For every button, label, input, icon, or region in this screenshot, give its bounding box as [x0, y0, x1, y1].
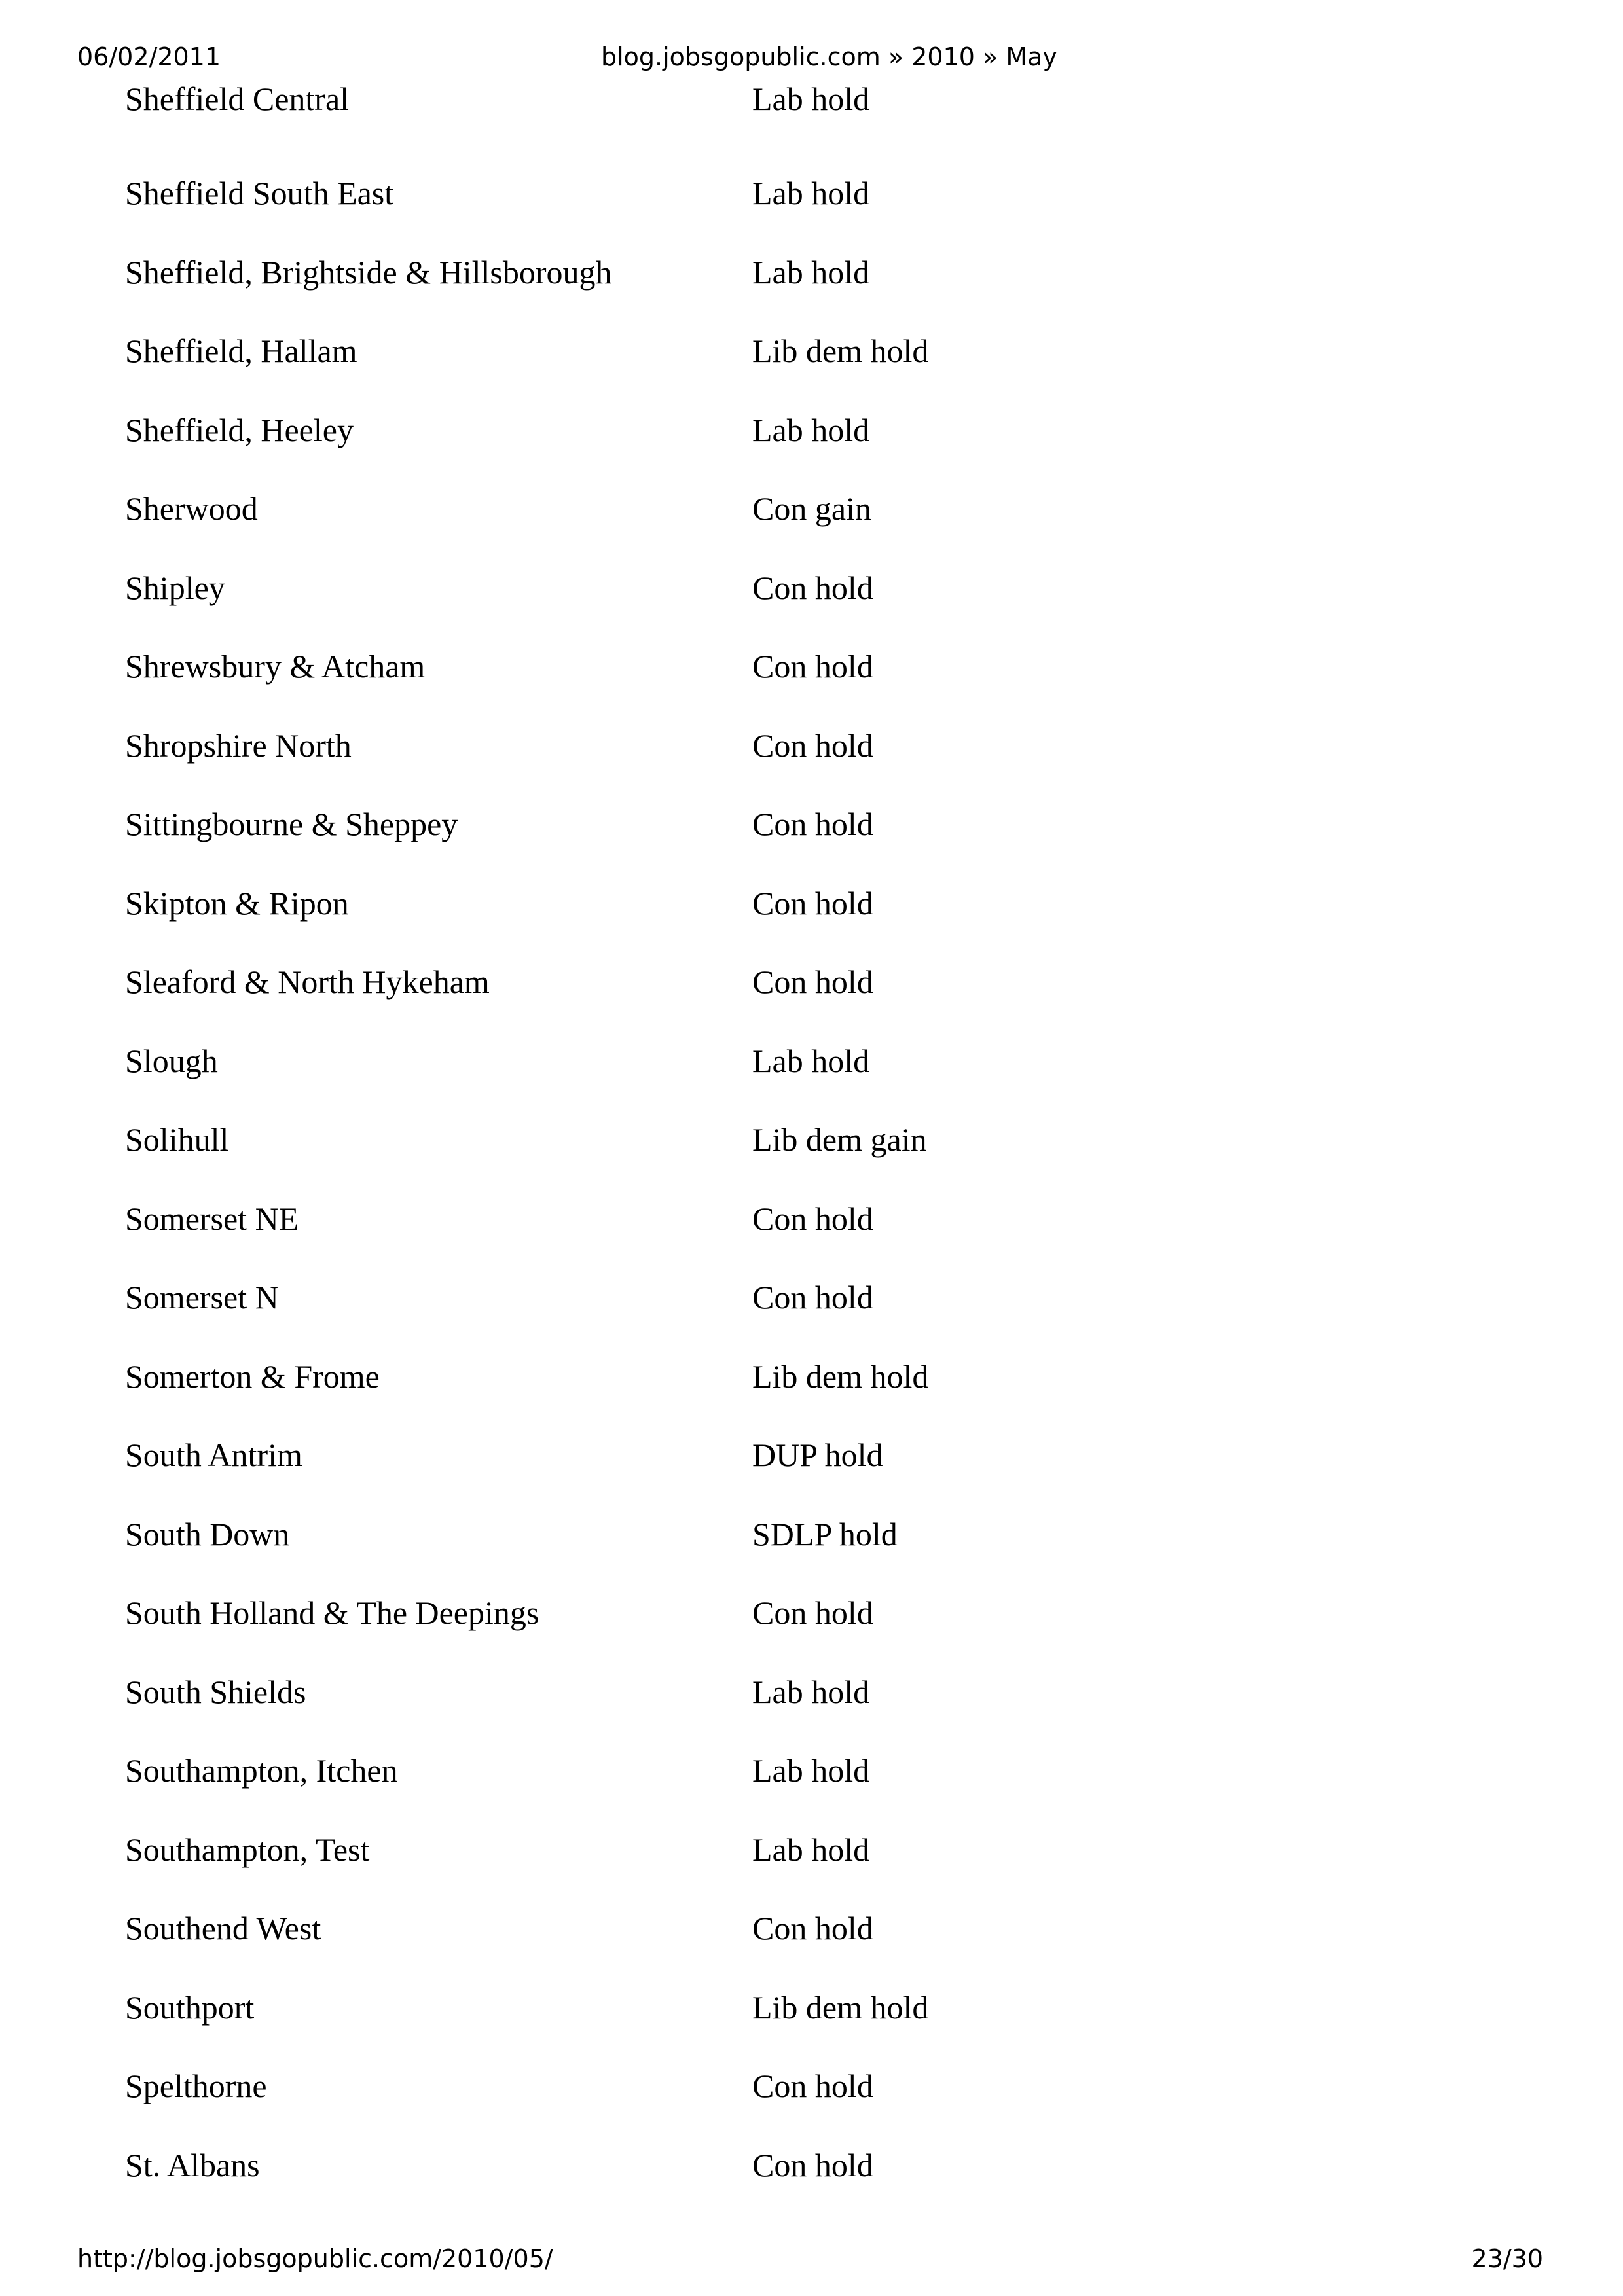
constituency-name: Sherwood [125, 490, 258, 527]
election-result: Con hold [752, 885, 873, 922]
election-result: Lib dem hold [752, 1358, 929, 1395]
election-result: Lib dem hold [752, 1989, 929, 2026]
election-result: Con hold [752, 2147, 873, 2183]
result-row [0, 1590, 1623, 1636]
constituency-name: Southampton, Test [125, 1831, 370, 1868]
constituency-name: Sheffield Central [125, 81, 350, 117]
constituency-name: Somerton & Frome [125, 1358, 380, 1395]
result-row [0, 328, 1623, 374]
result-row [0, 1117, 1623, 1162]
result-row [0, 76, 1623, 122]
constituency-name: Solihull [125, 1121, 229, 1158]
election-result: Lib dem gain [752, 1121, 927, 1158]
election-result: Lab hold [752, 412, 870, 448]
election-result: Con hold [752, 1594, 873, 1631]
print-date: 06/02/2011 [77, 43, 221, 71]
result-row [0, 1432, 1623, 1478]
result-row [0, 2142, 1623, 2188]
constituency-name: Southampton, Itchen [125, 1752, 398, 1789]
election-result: Con hold [752, 1910, 873, 1946]
result-row [0, 2063, 1623, 2109]
election-result: Con hold [752, 1279, 873, 1316]
print-footer-url: http://blog.jobsgopublic.com/2010/05/ [77, 2244, 553, 2273]
election-result: SDLP hold [752, 1516, 898, 1552]
election-result: Lab hold [752, 1043, 870, 1079]
result-row [0, 1196, 1623, 1242]
result-row [0, 880, 1623, 926]
constituency-name: St. Albans [125, 2147, 260, 2183]
result-row [0, 801, 1623, 847]
page-number: 23/30 [1471, 2244, 1543, 2273]
result-row [0, 1038, 1623, 1084]
election-result: Con hold [752, 1200, 873, 1237]
election-result: Con hold [752, 569, 873, 606]
election-result: Lib dem hold [752, 332, 929, 369]
constituency-name: Southport [125, 1989, 255, 2026]
result-row [0, 249, 1623, 295]
result-row [0, 1748, 1623, 1793]
result-row [0, 486, 1623, 531]
constituency-name: Sheffield, Heeley [125, 412, 354, 448]
constituency-name: Spelthorne [125, 2068, 267, 2104]
constituency-name: Shrewsbury & Atcham [125, 648, 426, 685]
election-result: Con hold [752, 963, 873, 1000]
result-row [0, 1511, 1623, 1557]
constituency-name: Somerset NE [125, 1200, 299, 1237]
result-row [0, 1827, 1623, 1873]
result-row [0, 643, 1623, 689]
election-result: Lab hold [752, 175, 870, 211]
election-result: DUP hold [752, 1437, 883, 1473]
result-row [0, 407, 1623, 453]
constituency-name: Shipley [125, 569, 225, 606]
result-row [0, 1354, 1623, 1399]
result-row [0, 1984, 1623, 2030]
election-result: Con hold [752, 648, 873, 685]
election-result: Con hold [752, 727, 873, 764]
constituency-name: Slough [125, 1043, 218, 1079]
constituency-name: Skipton & Ripon [125, 885, 349, 922]
constituency-name: Sittingbourne & Sheppey [125, 806, 458, 842]
election-result: Con gain [752, 490, 871, 527]
election-result: Lab hold [752, 1752, 870, 1789]
constituency-name: Shropshire North [125, 727, 352, 764]
result-row [0, 1905, 1623, 1951]
result-row [0, 723, 1623, 768]
result-row [0, 959, 1623, 1005]
constituency-name: South Holland & The Deepings [125, 1594, 539, 1631]
election-result: Lab hold [752, 1674, 870, 1710]
constituency-name: South Antrim [125, 1437, 302, 1473]
election-result: Lab hold [752, 81, 870, 117]
result-row [0, 170, 1623, 216]
constituency-name: Sheffield South East [125, 175, 394, 211]
constituency-name: Sheffield, Brightside & Hillsborough [125, 254, 612, 291]
election-result: Lab hold [752, 254, 870, 291]
constituency-name: Sleaford & North Hykeham [125, 963, 490, 1000]
election-result: Con hold [752, 806, 873, 842]
constituency-name: Somerset N [125, 1279, 279, 1316]
election-result: Lab hold [752, 1831, 870, 1868]
result-row [0, 1669, 1623, 1715]
print-page-title: blog.jobsgopublic.com » 2010 » May [601, 43, 1057, 71]
constituency-name: Sheffield, Hallam [125, 332, 357, 369]
constituency-name: South Down [125, 1516, 290, 1552]
result-row [0, 565, 1623, 611]
election-result: Con hold [752, 2068, 873, 2104]
constituency-name: Southend West [125, 1910, 321, 1946]
constituency-name: South Shields [125, 1674, 306, 1710]
result-row [0, 1274, 1623, 1320]
